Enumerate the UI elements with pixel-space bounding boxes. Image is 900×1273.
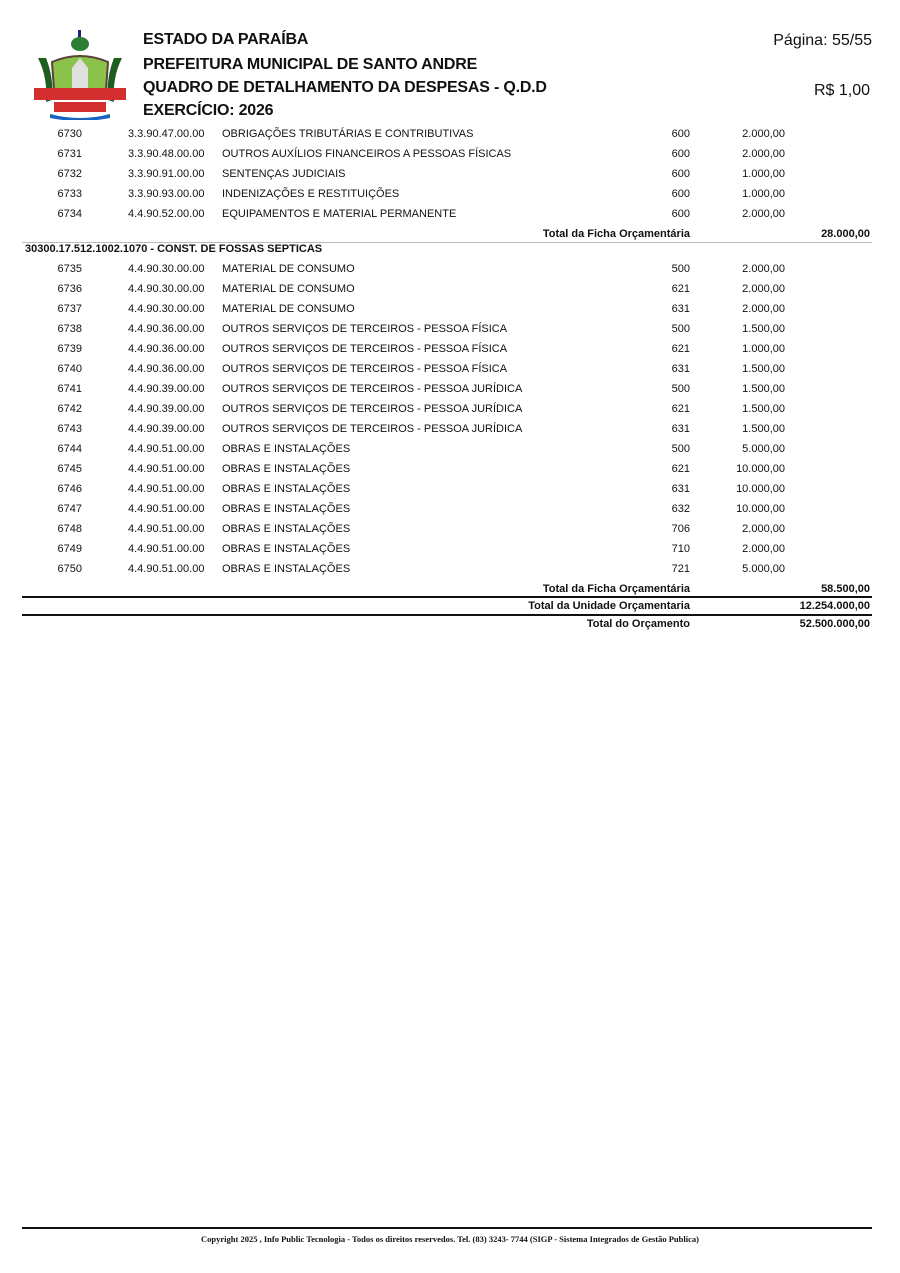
ficha-total-value: 28.000,00	[821, 228, 870, 240]
table-row	[0, 559, 900, 579]
table-row	[0, 259, 900, 279]
resource-source: 600	[671, 168, 690, 180]
expense-description: OUTROS AUXÍLIOS FINANCEIROS A PESSOAS FÍSICAS	[222, 148, 512, 160]
amount: 1.000,00	[742, 343, 785, 355]
ficha-number: 6748	[57, 523, 82, 535]
table-row	[0, 499, 900, 519]
unit-total-value: 12.254.000,00	[799, 600, 870, 612]
ficha-number: 6749	[57, 543, 82, 555]
ficha-number: 6740	[57, 363, 82, 375]
ficha-number: 6737	[57, 303, 82, 315]
currency-unit: R$ 1,00	[813, 82, 870, 99]
ficha-number: 6746	[57, 483, 82, 495]
expense-code: 4.4.90.39.00.00	[128, 383, 205, 395]
expense-description: OBRAS E INSTALAÇÕES	[222, 483, 351, 495]
amount: 1.500,00	[742, 383, 785, 395]
ficha-number: 6733	[57, 188, 82, 200]
amount: 1.500,00	[742, 323, 785, 335]
ficha-number: 6744	[57, 443, 82, 455]
expense-description: SENTENÇAS JUDICIAIS	[222, 168, 346, 180]
amount: 2.000,00	[742, 148, 785, 160]
expense-code: 4.4.90.51.00.00	[128, 543, 205, 555]
amount: 2.000,00	[742, 128, 785, 140]
budget-total-value: 52.500.000,00	[799, 618, 870, 630]
footer-copyright: Copyright 2025 , Info Public Tecnologia - Todos os direitos reservedos. Tel. (83) 3243- 7744 (SIGP - Sistema Integrados de Gestão Publica)	[201, 1234, 699, 1244]
expense-description: OBRAS E INSTALAÇÕES	[222, 563, 351, 575]
amount: 1.500,00	[742, 423, 785, 435]
expense-code: 4.4.90.36.00.00	[128, 343, 205, 355]
table-row	[0, 379, 900, 399]
resource-source: 631	[671, 483, 690, 495]
resource-source: 621	[671, 343, 690, 355]
amount: 2.000,00	[742, 263, 785, 275]
resource-source: 600	[671, 128, 690, 140]
expense-code: 3.3.90.93.00.00	[128, 188, 205, 200]
ficha-number: 6736	[57, 283, 82, 295]
unit-total-label: Total da Unidade Orçamentaria	[528, 600, 690, 612]
footer-divider	[22, 1227, 872, 1229]
table-row	[0, 519, 900, 539]
expense-code: 4.4.90.36.00.00	[128, 323, 205, 335]
resource-source: 500	[671, 443, 690, 455]
expense-code: 4.4.90.51.00.00	[128, 463, 205, 475]
ficha-number: 6738	[57, 323, 82, 335]
resource-source: 632	[671, 503, 690, 515]
amount: 10.000,00	[736, 463, 785, 475]
ficha-number: 6742	[57, 403, 82, 415]
amount: 2.000,00	[742, 303, 785, 315]
expense-code: 4.4.90.30.00.00	[128, 263, 205, 275]
expense-description: INDENIZAÇÕES E RESTITUIÇÕES	[222, 188, 400, 200]
expense-code: 4.4.90.51.00.00	[128, 523, 205, 535]
resource-source: 500	[671, 323, 690, 335]
expense-code: 3.3.90.48.00.00	[128, 148, 205, 160]
amount: 5.000,00	[742, 443, 785, 455]
expense-code: 4.4.90.51.00.00	[128, 563, 205, 575]
expense-code: 4.4.90.36.00.00	[128, 363, 205, 375]
amount: 10.000,00	[736, 503, 785, 515]
report-title: QUADRO DE DETALHAMENTO DA DESPESAS - Q.D.D	[143, 79, 547, 96]
expense-code: 4.4.90.51.00.00	[128, 503, 205, 515]
expense-description: OUTROS SERVIÇOS DE TERCEIROS - PESSOA JURÍDICA	[222, 403, 523, 415]
expense-code: 4.4.90.51.00.00	[128, 483, 205, 495]
ficha-number: 6741	[57, 383, 82, 395]
resource-source: 500	[671, 383, 690, 395]
expense-description: OUTROS SERVIÇOS DE TERCEIROS - PESSOA JURÍDICA	[222, 383, 523, 395]
resource-source: 600	[671, 188, 690, 200]
municipality-title: PREFEITURA MUNICIPAL DE SANTO ANDRE	[143, 56, 478, 73]
ficha-total-label: Total da Ficha Orçamentária	[542, 228, 690, 240]
expense-description: OBRAS E INSTALAÇÕES	[222, 543, 351, 555]
table-row	[0, 279, 900, 299]
table-row	[0, 299, 900, 319]
section-header: 30300.17.512.1002.1070 - CONST. DE FOSSAS SEPTICAS	[25, 243, 323, 255]
resource-source: 621	[671, 463, 690, 475]
expense-description: OUTROS SERVIÇOS DE TERCEIROS - PESSOA JURÍDICA	[222, 423, 523, 435]
table-row	[0, 124, 900, 144]
table-row	[0, 539, 900, 559]
table-row	[0, 319, 900, 339]
ficha-number: 6732	[57, 168, 82, 180]
amount: 2.000,00	[742, 543, 785, 555]
expense-description: OUTROS SERVIÇOS DE TERCEIROS - PESSOA FÍSICA	[222, 323, 508, 335]
exercise-year: EXERCÍCIO: 2026	[143, 102, 274, 119]
page-number: Página: 55/55	[773, 32, 872, 49]
amount: 1.500,00	[742, 363, 785, 375]
ficha-total-label: Total da Ficha Orçamentária	[542, 583, 690, 595]
expense-code: 4.4.90.51.00.00	[128, 443, 205, 455]
table-row	[0, 359, 900, 379]
expense-code: 4.4.90.30.00.00	[128, 303, 205, 315]
resource-source: 710	[671, 543, 690, 555]
expense-description: MATERIAL DE CONSUMO	[222, 263, 355, 275]
resource-source: 631	[671, 423, 690, 435]
expense-description: EQUIPAMENTOS E MATERIAL PERMANENTE	[222, 208, 457, 220]
resource-source: 621	[671, 403, 690, 415]
amount: 2.000,00	[742, 283, 785, 295]
state-title: ESTADO DA PARAÍBA	[143, 31, 309, 48]
table-row	[0, 399, 900, 419]
ficha-number: 6743	[57, 423, 82, 435]
resource-source: 706	[671, 523, 690, 535]
expense-code: 3.3.90.91.00.00	[128, 168, 205, 180]
resource-source: 600	[671, 148, 690, 160]
table-row	[0, 459, 900, 479]
ficha-number: 6730	[57, 128, 82, 140]
amount: 1.000,00	[742, 168, 785, 180]
table-row	[0, 339, 900, 359]
resource-source: 600	[671, 208, 690, 220]
expense-description: MATERIAL DE CONSUMO	[222, 303, 355, 315]
expense-description: OBRIGAÇÕES TRIBUTÁRIAS E CONTRIBUTIVAS	[222, 128, 474, 140]
expense-code: 4.4.90.30.00.00	[128, 283, 205, 295]
expense-code: 4.4.90.39.00.00	[128, 403, 205, 415]
resource-source: 631	[671, 363, 690, 375]
ficha-number: 6731	[57, 148, 82, 160]
table-row	[0, 184, 900, 204]
expense-description: OBRAS E INSTALAÇÕES	[222, 523, 351, 535]
amount: 10.000,00	[736, 483, 785, 495]
ficha-total-value: 58.500,00	[821, 583, 870, 595]
table-row	[0, 144, 900, 164]
ficha-number: 6750	[57, 563, 82, 575]
ficha-number: 6745	[57, 463, 82, 475]
expense-description: OUTROS SERVIÇOS DE TERCEIROS - PESSOA FÍSICA	[222, 343, 508, 355]
resource-source: 621	[671, 283, 690, 295]
ficha-number: 6735	[57, 263, 82, 275]
amount: 2.000,00	[742, 523, 785, 535]
amount: 5.000,00	[742, 563, 785, 575]
resource-source: 631	[671, 303, 690, 315]
resource-source: 500	[671, 263, 690, 275]
expense-description: OUTROS SERVIÇOS DE TERCEIROS - PESSOA FÍSICA	[222, 363, 508, 375]
expense-description: OBRAS E INSTALAÇÕES	[222, 443, 351, 455]
amount: 1.500,00	[742, 403, 785, 415]
amount: 2.000,00	[742, 208, 785, 220]
ficha-number: 6747	[57, 503, 82, 515]
expense-code: 3.3.90.47.00.00	[128, 128, 205, 140]
table-row	[0, 419, 900, 439]
expense-code: 4.4.90.52.00.00	[128, 208, 205, 220]
table-row	[0, 164, 900, 184]
expense-description: OBRAS E INSTALAÇÕES	[222, 503, 351, 515]
budget-total-label: Total do Orçamento	[586, 618, 690, 630]
table-row	[0, 204, 900, 224]
table-row	[0, 479, 900, 499]
expense-description: OBRAS E INSTALAÇÕES	[222, 463, 351, 475]
expense-description: MATERIAL DE CONSUMO	[222, 283, 355, 295]
ficha-number: 6734	[57, 208, 82, 220]
coat-of-arms-logo	[30, 28, 130, 120]
table-row	[0, 439, 900, 459]
amount: 1.000,00	[742, 188, 785, 200]
expense-code: 4.4.90.39.00.00	[128, 423, 205, 435]
ficha-number: 6739	[57, 343, 82, 355]
resource-source: 721	[671, 563, 690, 575]
